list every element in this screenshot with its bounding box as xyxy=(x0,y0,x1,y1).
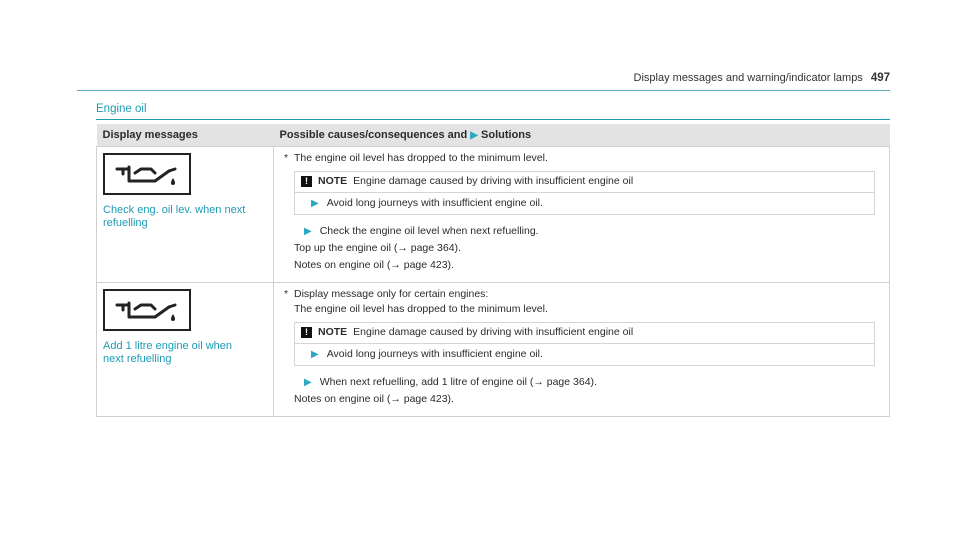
cause-text: The engine oil level has dropped to the minimum level. xyxy=(294,303,548,315)
arrow-icon: → xyxy=(397,242,408,254)
oil-can-svg xyxy=(111,295,183,325)
header-rule xyxy=(77,90,890,91)
solutions-cell xyxy=(274,147,890,283)
table-header-row xyxy=(97,124,890,147)
note-text: Engine damage caused by driving with insufficient engine oil xyxy=(353,175,634,187)
ref-page-link[interactable]: page 423). xyxy=(403,259,454,271)
warning-icon: ! xyxy=(301,176,312,187)
ref-text: Notes on engine oil ( xyxy=(294,393,391,405)
oil-can-icon xyxy=(103,289,191,331)
table-row xyxy=(97,283,890,417)
header-solutions: Solutions xyxy=(481,129,532,141)
display-message-text: Check eng. oil lev. when next refuelling xyxy=(103,204,246,229)
arrow-icon: → xyxy=(533,376,544,388)
oil-can-icon xyxy=(103,153,191,195)
note-body xyxy=(295,193,874,214)
section-rule xyxy=(96,119,890,120)
page-reference xyxy=(294,393,883,406)
arrow-icon: → xyxy=(390,393,401,405)
note-action: Avoid long journeys with insufficient engine oil. xyxy=(326,197,543,209)
display-message-text: Add 1 litre engine oil when next refuelling xyxy=(103,340,233,365)
section-title: Engine oil xyxy=(96,103,147,115)
page-header xyxy=(622,72,890,84)
note-box xyxy=(294,171,875,215)
play-icon: ▶ xyxy=(304,377,312,388)
cause-line xyxy=(284,288,883,301)
display-message-cell xyxy=(97,283,274,417)
note-label: NOTE xyxy=(318,326,348,338)
play-icon: ▶ xyxy=(311,349,319,360)
table-row xyxy=(97,147,890,283)
ref-page-link[interactable]: page 423). xyxy=(403,393,454,405)
action-step xyxy=(304,376,883,389)
display-messages-table xyxy=(96,124,890,417)
ref-text: Top up the engine oil ( xyxy=(294,242,398,254)
oil-can-svg xyxy=(111,159,183,189)
note-header xyxy=(295,172,874,193)
display-message-cell xyxy=(97,147,274,283)
header-display-messages: Display messages xyxy=(97,124,274,147)
arrow-icon: → xyxy=(390,259,401,271)
warning-icon: ! xyxy=(301,327,312,338)
ref-text: When next refuelling, add 1 litre of engine oil ( xyxy=(319,376,534,388)
page-reference xyxy=(294,242,883,255)
action-text: Check the engine oil level when next refuelling. xyxy=(319,225,539,237)
ref-text: Notes on engine oil ( xyxy=(294,259,391,271)
header-causes: Possible causes/consequences and xyxy=(279,129,468,141)
note-header xyxy=(295,323,874,344)
action-step xyxy=(304,225,883,238)
note-label: NOTE xyxy=(318,175,348,187)
cause-line xyxy=(284,152,883,165)
play-icon: ▶ xyxy=(304,226,312,237)
page-reference xyxy=(294,259,883,272)
page-number: 497 xyxy=(870,72,890,84)
solutions-cell xyxy=(274,283,890,417)
note-box xyxy=(294,322,875,366)
note-text: Engine damage caused by driving with insufficient engine oil xyxy=(353,326,634,338)
note-body xyxy=(295,344,874,365)
ref-page-link[interactable]: page 364). xyxy=(410,242,461,254)
play-icon: ▶ xyxy=(311,198,319,209)
cause-text: The engine oil level has dropped to the minimum level. xyxy=(294,152,548,164)
ref-page-link[interactable]: page 364). xyxy=(546,376,597,388)
action-text xyxy=(320,376,597,389)
footnote-star: * xyxy=(284,152,289,164)
cause-text: Display message only for certain engines: xyxy=(294,288,489,300)
note-action: Avoid long journeys with insufficient engine oil. xyxy=(326,348,543,360)
cause-line xyxy=(284,303,883,316)
play-icon: ▶ xyxy=(470,130,478,141)
header-causes-solutions xyxy=(274,124,890,147)
footnote-star: * xyxy=(284,288,289,300)
header-title: Display messages and warning/indicator lamps xyxy=(633,72,863,84)
